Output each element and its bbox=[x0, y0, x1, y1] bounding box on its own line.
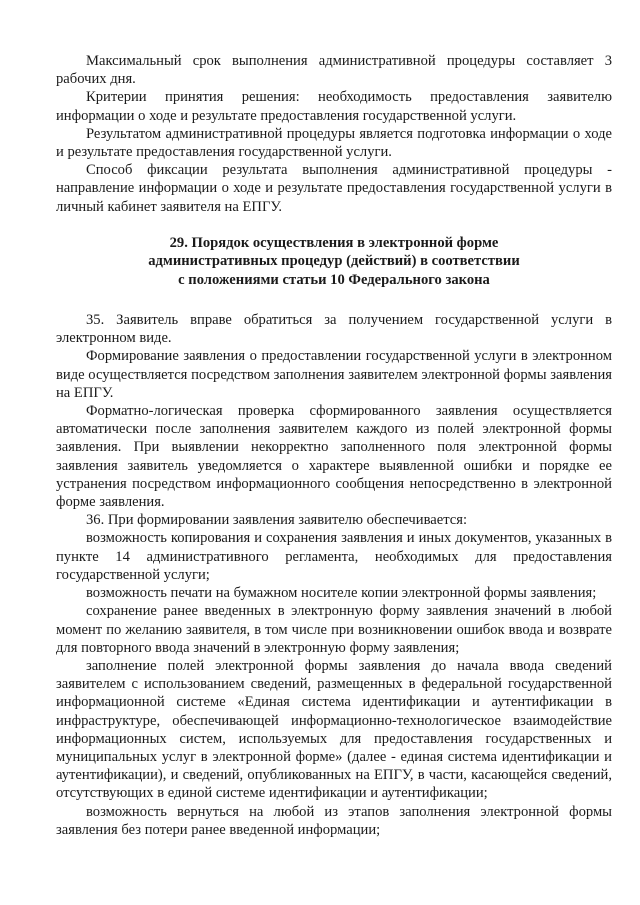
paragraph: Способ фиксации результата выполнения административной процедуры - направление информации о ходе и результате предоставления государственной услуги в личный кабинет заявителя на ЕПГУ. bbox=[56, 162, 612, 215]
paragraph: возможность копирования и сохранения заявления и иных документов, указанных в пункте 14 административного регламента, необходимых для предоставления государственной услуги; bbox=[56, 530, 612, 583]
paragraph: возможность печати на бумажном носителе копии электронной формы заявления; bbox=[86, 585, 597, 602]
paragraph: Формирование заявления о предоставлении государственной услуги в электронном виде осуществляется посредством заполнения заявителем электронной формы заявления на ЕПГУ. bbox=[56, 348, 612, 401]
paragraph: 35. Заявитель вправе обратиться за получением государственной услуги в электронном виде. bbox=[56, 312, 612, 347]
paragraph: возможность вернуться на любой из этапов заполнения электронной формы заявления без потери ранее введенной информации; bbox=[56, 803, 612, 838]
heading-line: с положениями статьи 10 Федерального закона bbox=[178, 271, 490, 288]
paragraph: Результатом административной процедуры является подготовка информации о ходе и результате предоставления государственной услуги. bbox=[56, 125, 612, 161]
paragraph: Форматно-логическая проверка сформированного заявления осуществляется автоматически после заполнения заявителем каждого из полей электронной формы заявления. При выявлении некорректно заполненного поля электронной формы заявления заявитель уведомляется о характере выявленной ошибки и порядке ее устранения посредством информационного сообщения непосредственно в электронной форме заявления. bbox=[56, 403, 612, 511]
paragraph: заполнение полей электронной формы заявления до начала ввода сведений заявителем с использованием сведений, размещенных в федеральной государственной информационной системе «Единая система идентификации и аутентификации в инфраструктуре, обеспечивающей информационно-технологическое взаимодействие информационных систем, используемых для предоставления государственных и муниципальных услуг в электронной форме» (далее - единая система идентификации и аутентификации), и сведений, опубликованных на ЕПГУ, в части, касающейся сведений, отсутствующих в единой системе идентификации и аутентификации; bbox=[56, 657, 612, 802]
paragraph: 36. При формировании заявления заявителю обеспечивается: bbox=[86, 512, 468, 529]
paragraph: Максимальный срок выполнения административной процедуры составляет 3 рабочих дня. bbox=[56, 53, 612, 88]
heading-line: 29. Порядок осуществления в электронной форме bbox=[169, 234, 499, 251]
section-heading bbox=[56, 234, 612, 289]
heading-line: административных процедур (действий) в соответствии bbox=[148, 253, 520, 270]
paragraph: Критерии принятия решения: необходимость предоставления заявителю информации о ходе и результате предоставления государственной услуги. bbox=[56, 89, 612, 124]
document-page bbox=[56, 52, 612, 839]
paragraph: сохранение ранее введенных в электронную форму заявления значений в любой момент по желанию заявителя, в том числе при возникновении ошибок ввода и возврате для повторного ввода значений в электронную форму заявления; bbox=[56, 603, 612, 656]
